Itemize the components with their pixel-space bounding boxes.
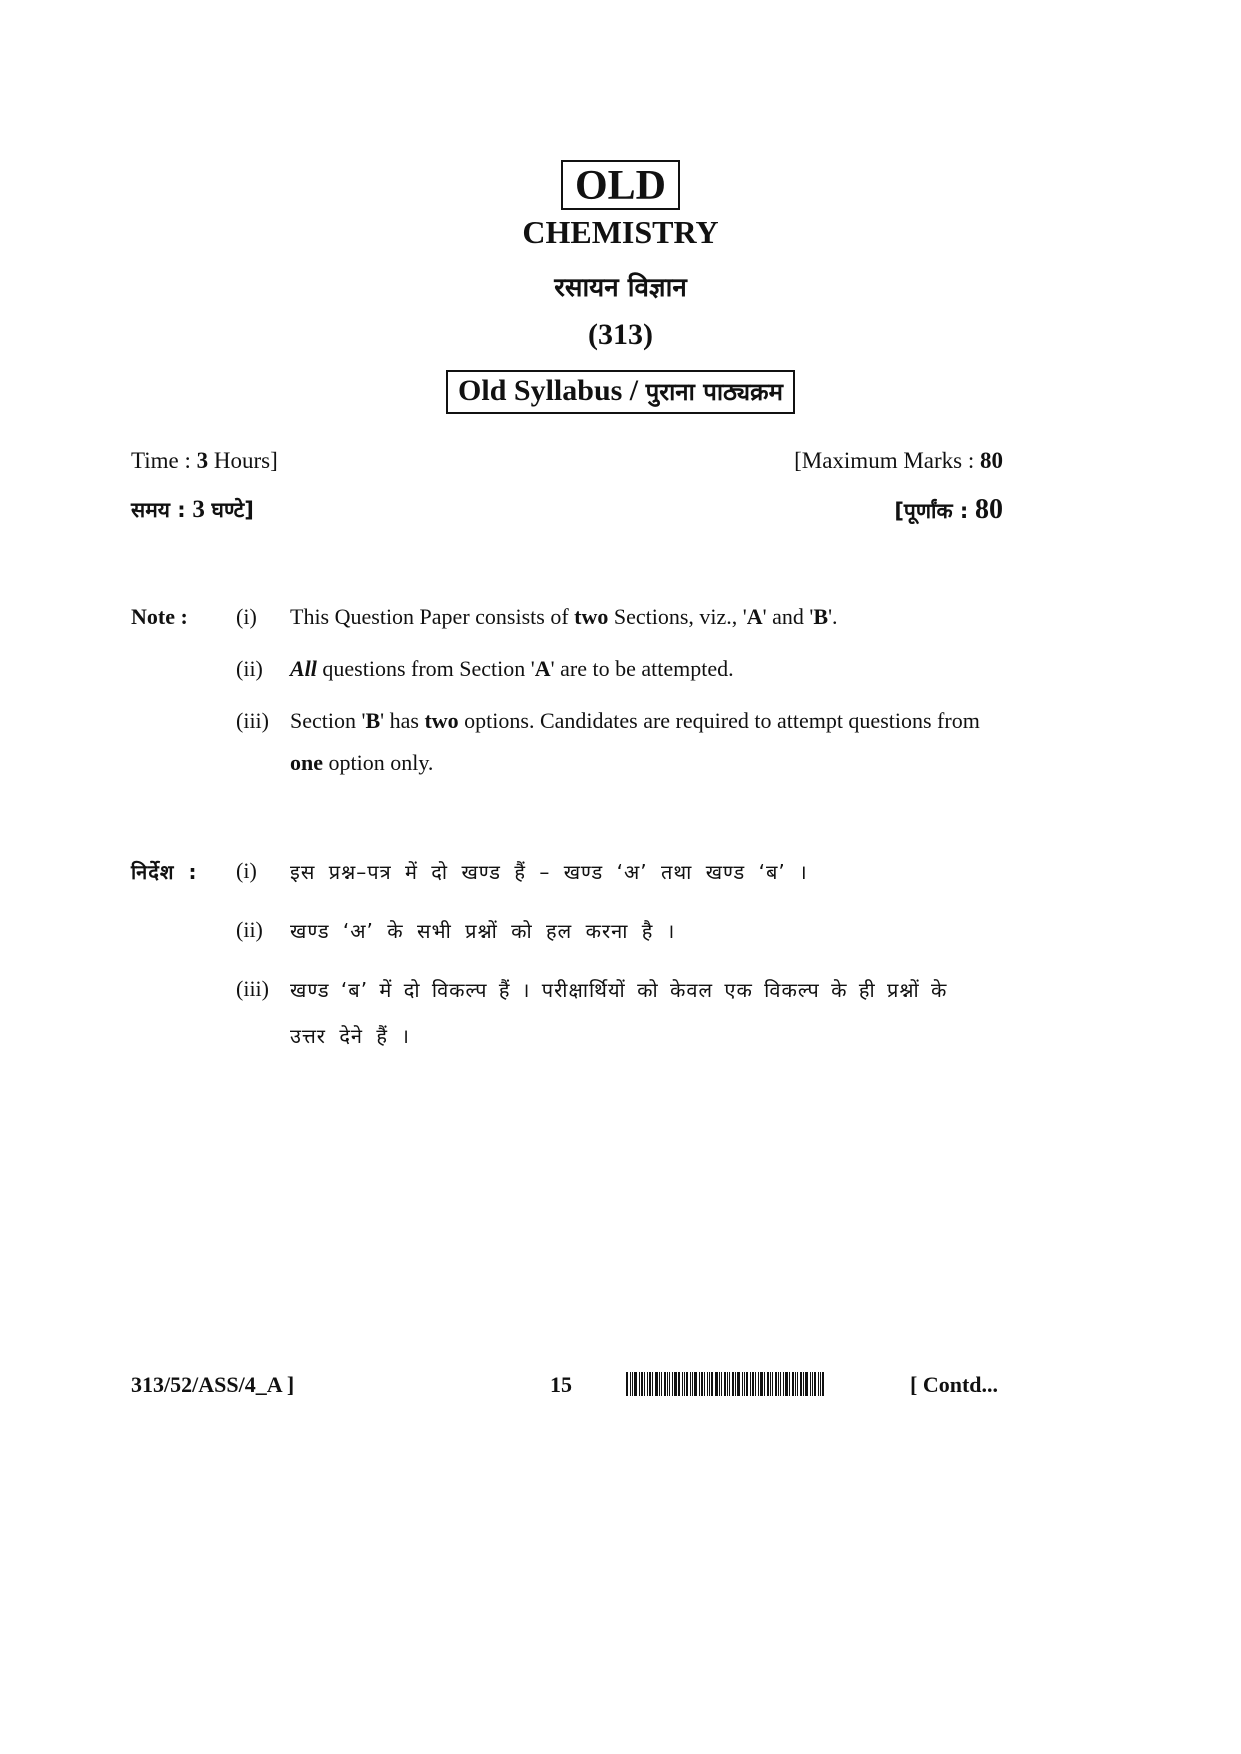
barcode-bar — [797, 1372, 798, 1396]
text-part: Section ' — [290, 708, 366, 733]
barcode-bar — [814, 1372, 816, 1396]
text-part: questions from Section ' — [316, 656, 535, 681]
barcode-bar — [760, 1372, 763, 1396]
barcode-bar — [678, 1372, 680, 1396]
time-value-hindi: 3 — [192, 496, 205, 523]
time-unit: Hours] — [213, 448, 278, 473]
paper-code: 313/52/ASS/4_A ] — [131, 1372, 295, 1397]
text-part: ' are to be attempted. — [550, 656, 734, 681]
subject-code: (313) — [588, 318, 653, 351]
barcode-bar — [789, 1372, 790, 1396]
barcode-bar — [735, 1372, 736, 1396]
text-bold: one — [290, 750, 323, 775]
barcode-bar — [655, 1372, 658, 1396]
subject-title: CHEMISTRY — [522, 214, 719, 250]
barcode-bar — [684, 1372, 685, 1396]
note-item-3-text — [290, 708, 1005, 734]
barcode-bars — [626, 1372, 896, 1396]
marks-label-hindi: [पूर्णांक : — [894, 499, 969, 523]
marks-hindi — [894, 494, 1003, 526]
barcode-bar — [742, 1372, 743, 1396]
barcode-bar — [664, 1372, 666, 1396]
barcode-bar — [634, 1372, 637, 1396]
text-part: '. — [828, 604, 838, 629]
barcode-bar — [659, 1372, 660, 1396]
barcode-bar — [737, 1372, 740, 1396]
time-hindi — [131, 496, 254, 524]
barcode-bar — [639, 1372, 640, 1396]
barcode-bar — [641, 1372, 643, 1396]
barcode-bar — [707, 1372, 708, 1396]
time-label-hindi: समय : — [131, 498, 186, 522]
barcode-bar — [626, 1372, 628, 1396]
barcode-bar — [818, 1372, 819, 1396]
barcode-bar — [715, 1372, 718, 1396]
barcode-bar — [764, 1372, 765, 1396]
barcode-bar — [785, 1372, 788, 1396]
note-item-3-number: (iii) — [236, 708, 269, 733]
old-badge: OLD — [561, 160, 680, 210]
barcode — [626, 1372, 896, 1396]
barcode-bar — [674, 1372, 677, 1396]
barcode-bar — [810, 1372, 811, 1396]
barcode-bar — [667, 1372, 668, 1396]
marks-label: [Maximum Marks : — [794, 448, 975, 473]
syllabus-badge-wrap — [0, 370, 1241, 414]
syllabus-label-hindi: पुराना पाठ्यक्रम — [645, 378, 783, 406]
text-part: ' and ' — [762, 604, 814, 629]
barcode-bar — [803, 1372, 804, 1396]
subject-title-hindi: रसायन विज्ञान — [554, 273, 687, 303]
text-bold: A — [534, 656, 551, 681]
marks-value-hindi: 80 — [975, 494, 1003, 525]
barcode-bar — [775, 1372, 777, 1396]
barcode-bar — [732, 1372, 734, 1396]
nirdesh-item-2-number: (ii) — [236, 917, 263, 942]
text-part: ' has — [380, 708, 425, 733]
barcode-bar — [632, 1372, 633, 1396]
barcode-bar — [672, 1372, 673, 1396]
barcode-bar — [783, 1372, 784, 1396]
barcode-bar — [669, 1372, 670, 1396]
time-value: 3 — [196, 448, 209, 473]
barcode-bar — [755, 1372, 756, 1396]
note-label: Note : — [131, 604, 188, 629]
contd-label: [ Contd... — [910, 1372, 999, 1397]
barcode-bar — [709, 1372, 710, 1396]
nirdesh-label: निर्देश : — [131, 860, 198, 884]
barcode-bar — [699, 1372, 700, 1396]
nirdesh-item-3-text: खण्ड ‘ब’ में दो विकल्प हैं । परीक्षार्थियों को केवल एक विकल्प के ही प्रश्नों के — [290, 978, 948, 1002]
syllabus-badge — [446, 370, 795, 414]
page-number: 15 — [550, 1372, 572, 1397]
barcode-bar — [820, 1372, 821, 1396]
barcode-bar — [694, 1372, 697, 1396]
barcode-bar — [772, 1372, 773, 1396]
nirdesh-item-3-number: (iii) — [236, 976, 269, 1001]
barcode-bar — [770, 1372, 771, 1396]
barcode-bar — [686, 1372, 688, 1396]
time-english — [131, 448, 278, 474]
text-bold: A — [746, 604, 763, 629]
text-bold: B — [813, 604, 829, 629]
barcode-bar — [729, 1372, 730, 1396]
nirdesh-item-1-number: (i) — [236, 858, 257, 883]
barcode-bar — [630, 1372, 631, 1396]
barcode-bar — [758, 1372, 759, 1396]
note-item-2-number: (ii) — [236, 656, 263, 681]
barcode-bar — [750, 1372, 751, 1396]
barcode-bar — [767, 1372, 769, 1396]
text-bold: two — [424, 708, 459, 733]
barcode-bar — [795, 1372, 796, 1396]
barcode-bar — [792, 1372, 794, 1396]
text-part: option only. — [323, 750, 434, 775]
note-item-1-number: (i) — [236, 604, 257, 629]
barcode-bar — [719, 1372, 720, 1396]
text-bold-italic: All — [290, 656, 317, 681]
barcode-bar — [701, 1372, 703, 1396]
text-bold: B — [365, 708, 381, 733]
nirdesh-item-3-text-cont: उत्तर देने हैं । — [290, 1024, 410, 1048]
barcode-bar — [800, 1372, 802, 1396]
barcode-bar — [661, 1372, 662, 1396]
barcode-bar — [711, 1372, 713, 1396]
time-label: Time : — [131, 448, 191, 473]
barcode-bar — [652, 1372, 653, 1396]
barcode-bar — [704, 1372, 705, 1396]
barcode-bar — [778, 1372, 779, 1396]
barcode-bar — [822, 1372, 824, 1396]
marks-english — [794, 448, 1003, 474]
barcode-bar — [744, 1372, 745, 1396]
note-item-1-text — [290, 604, 838, 630]
barcode-bar — [721, 1372, 722, 1396]
barcode-bar — [647, 1372, 648, 1396]
time-unit-hindi: घण्टे] — [211, 498, 254, 522]
barcode-bar — [812, 1372, 813, 1396]
text-part: Sections, viz., ' — [608, 604, 747, 629]
barcode-bar — [752, 1372, 754, 1396]
barcode-bar — [805, 1372, 808, 1396]
text-part: This Question Paper consists of — [290, 604, 575, 629]
marks-value: 80 — [980, 448, 1003, 473]
barcode-bar — [746, 1372, 748, 1396]
barcode-bar — [692, 1372, 693, 1396]
nirdesh-item-2-text: खण्ड ‘अ’ के सभी प्रश्नों को हल करना है । — [290, 919, 676, 943]
barcode-bar — [727, 1372, 728, 1396]
barcode-bar — [644, 1372, 645, 1396]
barcode-bar — [690, 1372, 691, 1396]
text-part: options. Candidates are required to attempt questions from — [458, 708, 980, 733]
note-item-2-text — [290, 656, 734, 682]
note-item-3-text-cont — [290, 750, 433, 776]
barcode-bar — [724, 1372, 726, 1396]
text-bold: two — [574, 604, 609, 629]
old-badge-wrap — [0, 160, 1241, 210]
barcode-bar — [682, 1372, 683, 1396]
barcode-bar — [649, 1372, 651, 1396]
syllabus-label: Old Syllabus / — [458, 374, 639, 407]
nirdesh-item-1-text: इस प्रश्न–पत्र में दो खण्ड हैं – खण्ड ‘अ’ तथा खण्ड ‘ब’ । — [290, 860, 808, 884]
barcode-bar — [780, 1372, 781, 1396]
